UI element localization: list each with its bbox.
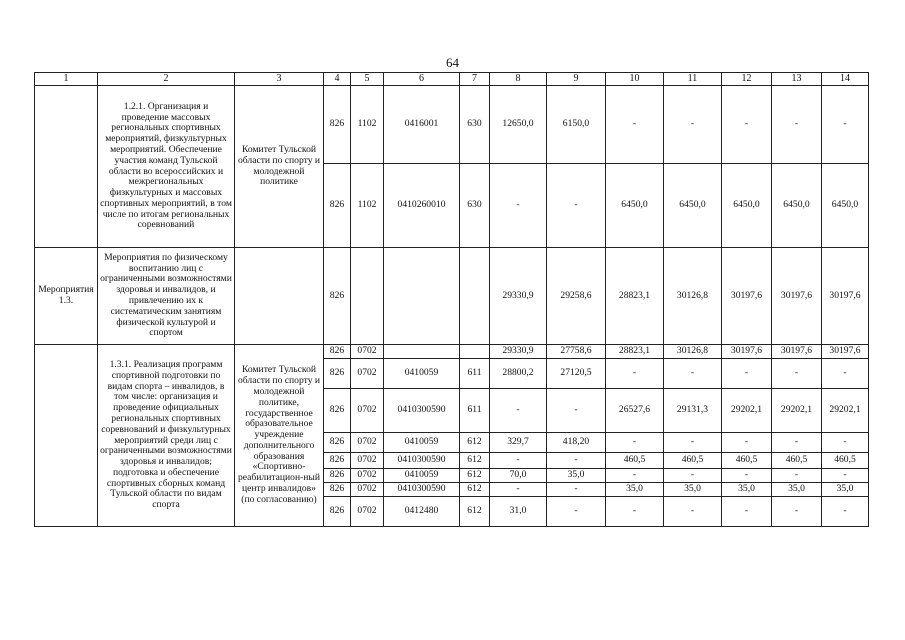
event-description: Мероприятия по физическому воспитанию лиц с ограниченными возможностями здоровья и инвалидов, и привлечению их к систематическим занятиям физической культурой и спортом <box>98 248 235 345</box>
table-cell: 30126,8 <box>664 345 722 359</box>
measure-label: Мероприятия 1.3. <box>35 248 98 345</box>
table-cell: - <box>547 483 606 497</box>
header-cell: 4 <box>324 73 351 86</box>
table-row <box>35 248 869 345</box>
table-cell <box>351 248 384 345</box>
table-cell: 826 <box>324 433 351 453</box>
table-cell: 0410300590 <box>384 453 460 469</box>
table-cell: - <box>722 433 772 453</box>
table-cell: 612 <box>460 483 490 497</box>
table-cell: 1102 <box>351 164 384 248</box>
table-row <box>35 86 869 164</box>
executor-cell: Комитет Тульской области по спорту и молодежной политике, государственное образовательное учреждение дополнительного образования «Спортивно-реабилитацион-ный центр инвалидов» (по согласованию) <box>235 345 324 527</box>
table-cell: 0410059 <box>384 359 460 389</box>
table-cell: 0410300590 <box>384 389 460 433</box>
table-cell: - <box>490 453 547 469</box>
event-description: 1.2.1. Организация и проведение массовых региональных спортивных мероприятий, физкультурных мероприятий. Обеспечение участия команд Тульской области во всероссийских и межрегиональных физкультурных и массовых спортивных мероприятий, в том числе по итогам региональных соревнований <box>98 86 235 248</box>
table-cell: 29330,9 <box>490 248 547 345</box>
table-cell: 30197,6 <box>822 345 869 359</box>
table-cell: 6450,0 <box>822 164 869 248</box>
header-cell: 2 <box>98 73 235 86</box>
table-cell: 826 <box>324 345 351 359</box>
table-cell: 611 <box>460 389 490 433</box>
table-cell: - <box>547 453 606 469</box>
table-cell: 0410300590 <box>384 483 460 497</box>
table-cell: - <box>822 497 869 527</box>
table-cell: 0702 <box>351 345 384 359</box>
budget-table <box>34 72 869 527</box>
table-cell: - <box>722 469 772 483</box>
table-cell: 35,0 <box>547 469 606 483</box>
table-cell: 826 <box>324 389 351 433</box>
table-cell: 27758,6 <box>547 345 606 359</box>
executor-cell <box>235 248 324 345</box>
header-cell: 14 <box>822 73 869 86</box>
table-cell: 35,0 <box>606 483 664 497</box>
table-cell: - <box>822 86 869 164</box>
table-cell: 0702 <box>351 389 384 433</box>
table-cell: 611 <box>460 359 490 389</box>
table-cell: 0702 <box>351 469 384 483</box>
table-cell: - <box>722 86 772 164</box>
table-cell: - <box>772 433 822 453</box>
table-cell: - <box>547 497 606 527</box>
table-cell: 0702 <box>351 359 384 389</box>
table-cell: - <box>664 497 722 527</box>
table-cell: 6450,0 <box>606 164 664 248</box>
table-cell: 35,0 <box>822 483 869 497</box>
table-cell: 1102 <box>351 86 384 164</box>
header-cell: 10 <box>606 73 664 86</box>
table-cell: - <box>722 497 772 527</box>
table-cell: 6150,0 <box>547 86 606 164</box>
table-cell: 0410260010 <box>384 164 460 248</box>
table-cell: - <box>606 469 664 483</box>
table-cell: 30197,6 <box>722 345 772 359</box>
executor-cell: Комитет Тульской области по спорту и молодежной политике <box>235 86 324 248</box>
table-cell: - <box>772 497 822 527</box>
table-cell: 27120,5 <box>547 359 606 389</box>
table-cell: - <box>490 164 547 248</box>
table-cell: 12650,0 <box>490 86 547 164</box>
table-cell: 630 <box>460 164 490 248</box>
table-cell: 460,5 <box>722 453 772 469</box>
table-cell: 31,0 <box>490 497 547 527</box>
table-cell: 0702 <box>351 497 384 527</box>
table-cell: 826 <box>324 359 351 389</box>
table-cell: - <box>606 497 664 527</box>
table-cell: 30197,6 <box>772 248 822 345</box>
header-cell: 7 <box>460 73 490 86</box>
table-cell: 826 <box>324 248 351 345</box>
table-cell: - <box>822 433 869 453</box>
table-cell: 35,0 <box>772 483 822 497</box>
table-cell: 460,5 <box>772 453 822 469</box>
table-cell: 460,5 <box>822 453 869 469</box>
table-cell: 0410059 <box>384 469 460 483</box>
table-cell: 29330,9 <box>490 345 547 359</box>
table-cell: 612 <box>460 497 490 527</box>
table-cell: 26527,6 <box>606 389 664 433</box>
table-cell: 30197,6 <box>722 248 772 345</box>
header-cell: 11 <box>664 73 722 86</box>
header-cell: 8 <box>490 73 547 86</box>
table-cell: 0410059 <box>384 433 460 453</box>
table-cell: 30197,6 <box>772 345 822 359</box>
table-cell <box>384 345 460 359</box>
table-cell: - <box>490 483 547 497</box>
table-cell: 28800,2 <box>490 359 547 389</box>
table-cell: 826 <box>324 86 351 164</box>
table-cell: 826 <box>324 453 351 469</box>
table-cell: 35,0 <box>722 483 772 497</box>
table-cell: 0702 <box>351 483 384 497</box>
event-description: 1.3.1. Реализация программ спортивной подготовки по видам спорта – инвалидов, в том числе: организация и проведение официальных региональных спортивных соревнований и физкультурных мероприятий среди лиц с ограниченными возможностями здоровья и инвалидов; подготовка и обеспечение спортивных сборных команд Тульской области по видам спорта <box>98 345 235 527</box>
table-cell: 0702 <box>351 453 384 469</box>
table-row <box>35 345 869 359</box>
table-cell: - <box>722 359 772 389</box>
table-cell: 29258,6 <box>547 248 606 345</box>
table-cell: - <box>772 359 822 389</box>
header-cell: 6 <box>384 73 460 86</box>
table-cell: - <box>772 86 822 164</box>
table-cell: - <box>547 164 606 248</box>
column-number-row <box>35 73 869 86</box>
table-cell: 329,7 <box>490 433 547 453</box>
table-cell: 418,20 <box>547 433 606 453</box>
table-cell: - <box>772 469 822 483</box>
table-cell: - <box>547 389 606 433</box>
table-cell: 826 <box>324 164 351 248</box>
table-cell: 29131,3 <box>664 389 722 433</box>
page-number: 64 <box>446 55 459 70</box>
table-cell: 0412480 <box>384 497 460 527</box>
header-cell: 12 <box>722 73 772 86</box>
table-cell: - <box>664 359 722 389</box>
table-cell: 30197,6 <box>822 248 869 345</box>
table-cell: - <box>822 359 869 389</box>
table-cell: - <box>664 86 722 164</box>
table-cell: - <box>606 359 664 389</box>
header-cell: 13 <box>772 73 822 86</box>
table-cell: 28823,1 <box>606 345 664 359</box>
table-cell: 826 <box>324 497 351 527</box>
table-cell: 6450,0 <box>772 164 822 248</box>
table-cell: 826 <box>324 483 351 497</box>
header-cell: 5 <box>351 73 384 86</box>
table-cell <box>460 248 490 345</box>
table-cell: 29202,1 <box>822 389 869 433</box>
table-cell: 29202,1 <box>772 389 822 433</box>
header-cell: 1 <box>35 73 98 86</box>
table-cell: 0702 <box>351 433 384 453</box>
table-cell: - <box>822 469 869 483</box>
table-cell: 70,0 <box>490 469 547 483</box>
table-cell <box>460 345 490 359</box>
header-cell: 3 <box>235 73 324 86</box>
table-cell: 826 <box>324 469 351 483</box>
empty-cell <box>35 345 98 527</box>
table-cell: 460,5 <box>664 453 722 469</box>
table-cell: - <box>664 433 722 453</box>
table-cell: 0416001 <box>384 86 460 164</box>
table-cell: 30126,8 <box>664 248 722 345</box>
table-cell: - <box>606 86 664 164</box>
table-cell: 35,0 <box>664 483 722 497</box>
table-cell: - <box>664 469 722 483</box>
table-cell: 28823,1 <box>606 248 664 345</box>
table-cell: - <box>606 433 664 453</box>
table-cell: 612 <box>460 453 490 469</box>
table-cell: - <box>490 389 547 433</box>
table-cell <box>384 248 460 345</box>
table-cell: 6450,0 <box>722 164 772 248</box>
table-cell: 6450,0 <box>664 164 722 248</box>
header-cell: 9 <box>547 73 606 86</box>
table-cell: 460,5 <box>606 453 664 469</box>
table-cell: 612 <box>460 433 490 453</box>
table-cell: 612 <box>460 469 490 483</box>
table-cell: 630 <box>460 86 490 164</box>
table-cell: 29202,1 <box>722 389 772 433</box>
empty-cell <box>35 86 98 248</box>
